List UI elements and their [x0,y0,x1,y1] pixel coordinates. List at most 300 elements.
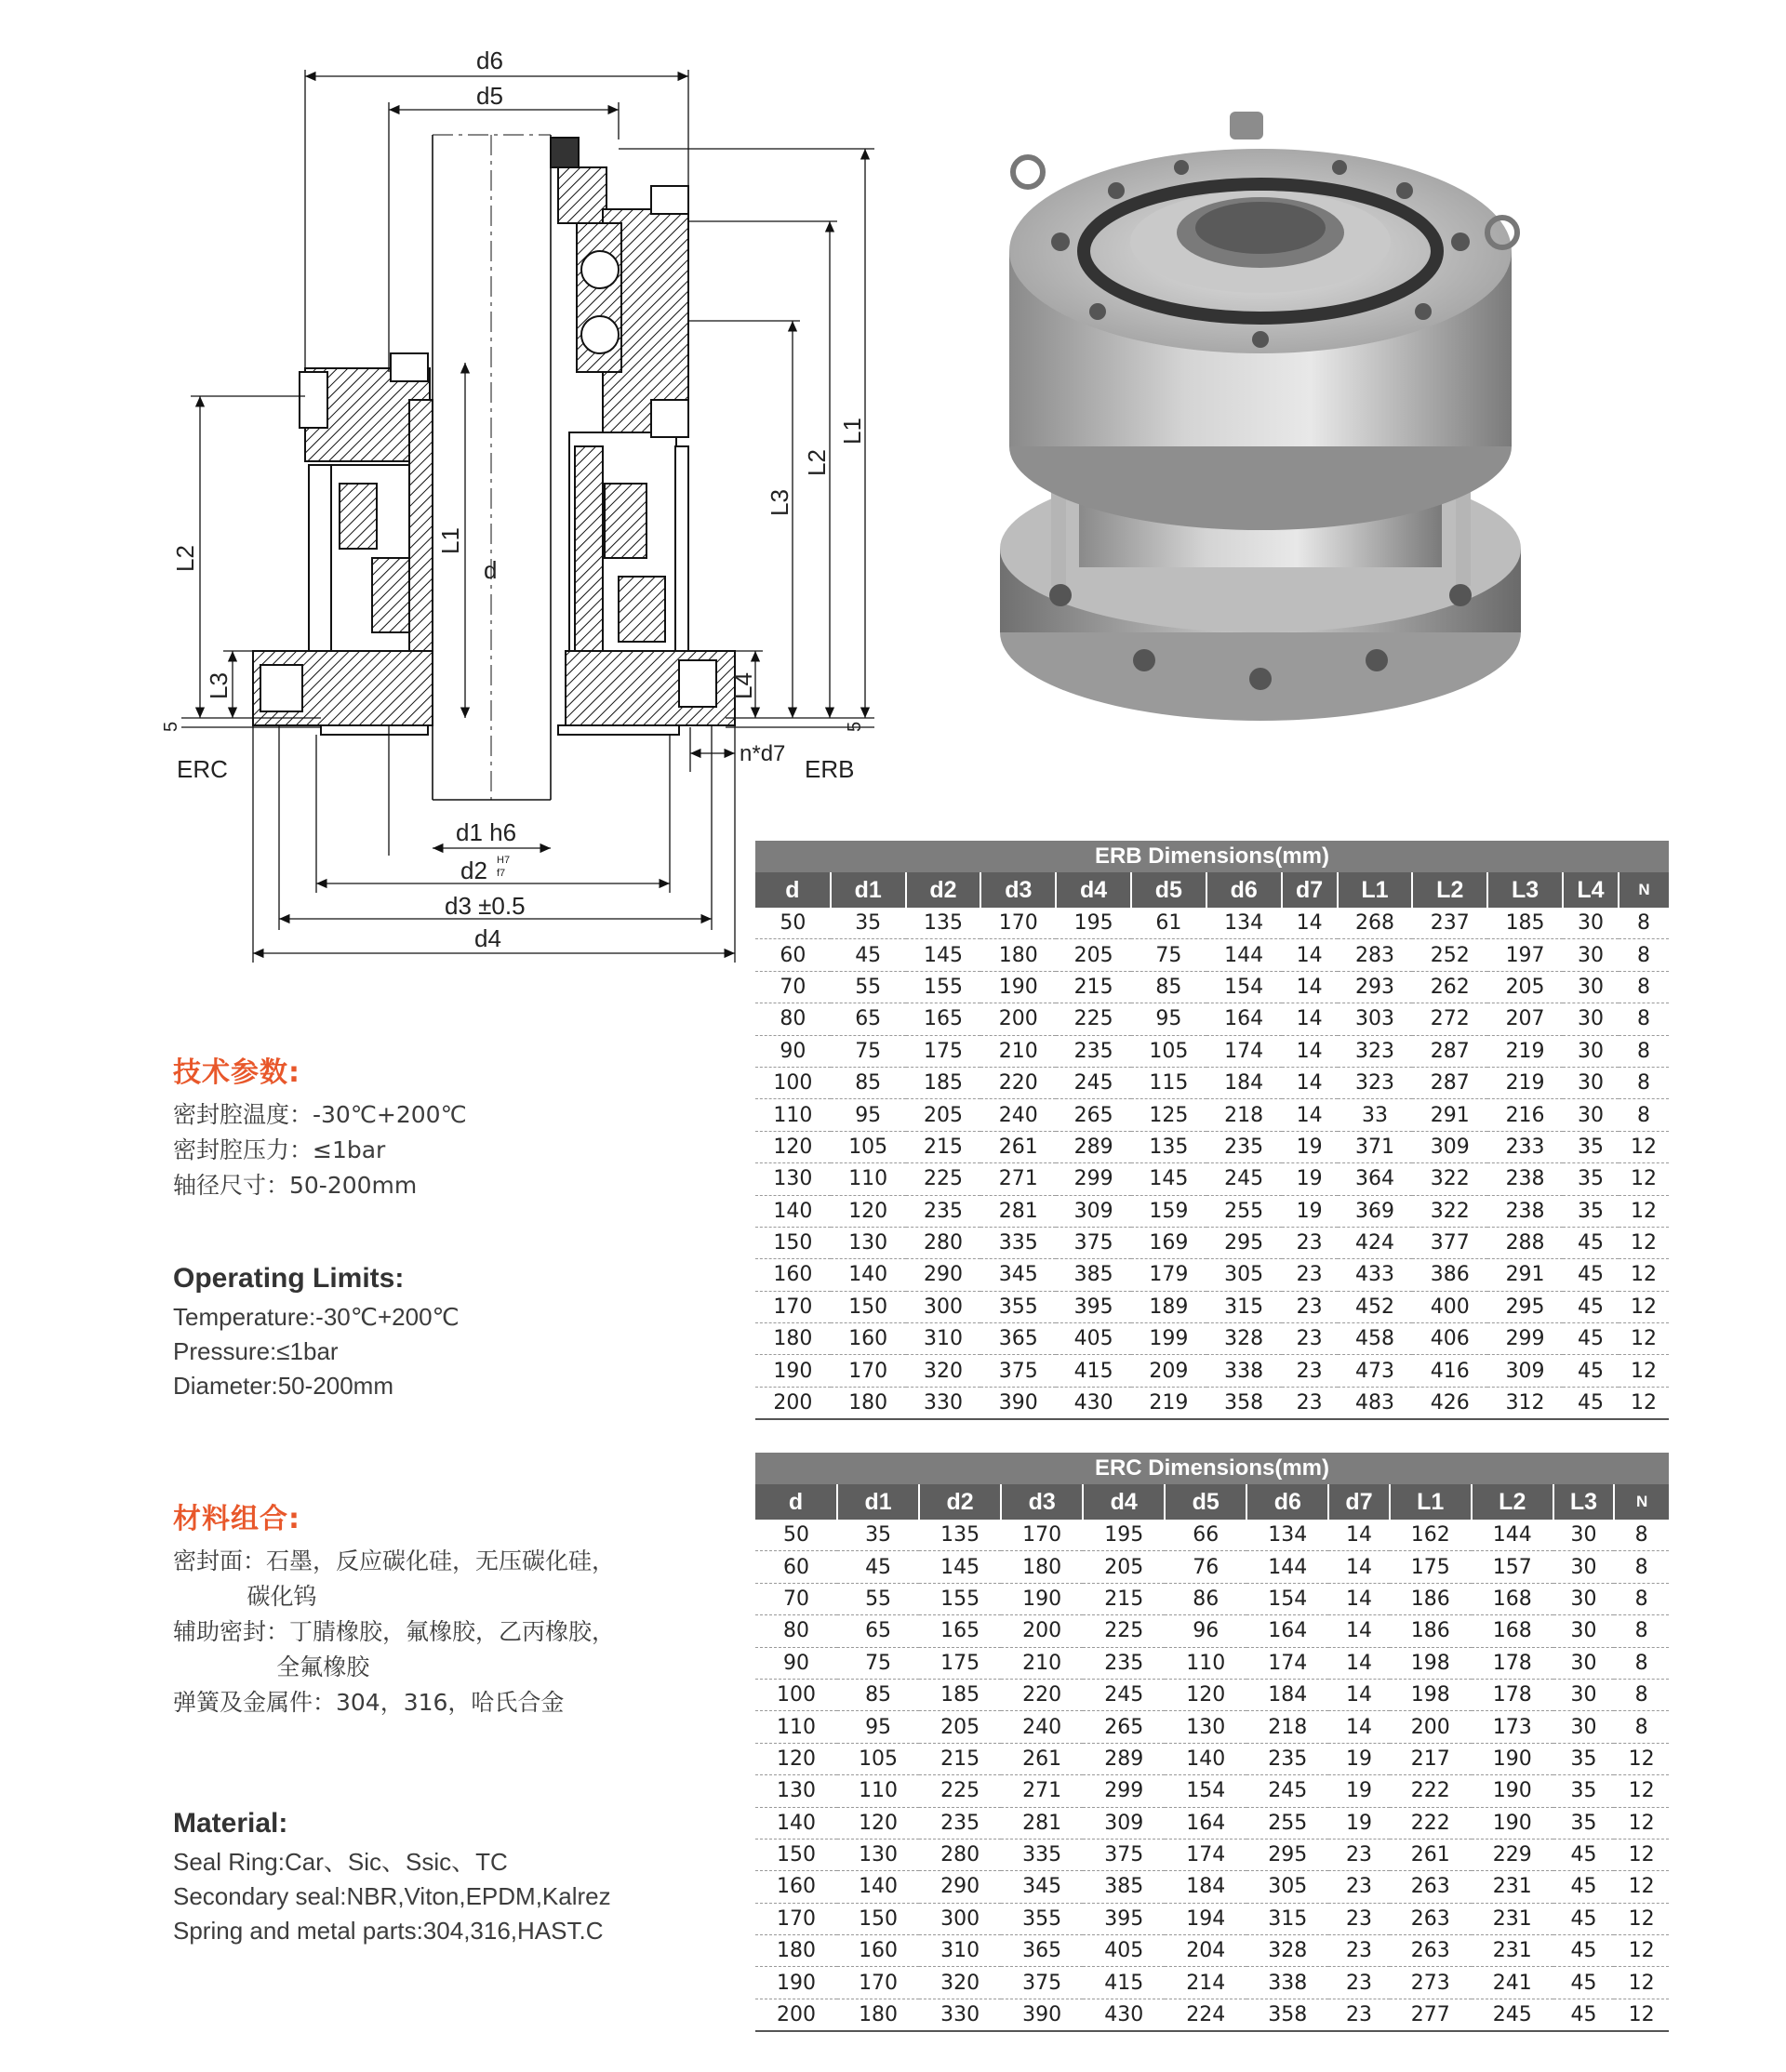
erb-dimensions-table [755,841,1669,1420]
erb-table-cell: 473 [1338,1355,1413,1387]
erb-table-cell: 45 [1563,1227,1619,1258]
erc-table-cell: 120 [1165,1679,1246,1710]
erb-table-cell: 189 [1131,1291,1206,1322]
erc-table-cell: 35 [1553,1775,1614,1807]
erb-table-cell: 70 [755,971,831,1003]
erb-table-cell: 271 [980,1163,1056,1195]
erb-table-cell: 60 [755,939,831,971]
erb-table-cell: 416 [1412,1355,1487,1387]
erc-table-cell: 300 [919,1903,1001,1934]
erb-table-cell: 105 [1131,1035,1206,1067]
erc-table-cell: 335 [1001,1839,1083,1870]
erc-table-cell: 8 [1614,1711,1669,1743]
erb-table-cell: 299 [1487,1323,1563,1355]
erc-table-row [755,1520,1669,1551]
erb-table-cell: 483 [1338,1387,1413,1419]
erb-table-row [755,1067,1669,1098]
erc-table-cell: 174 [1165,1839,1246,1870]
erc-table-cell: 130 [755,1775,837,1807]
erb-table-cell: 180 [980,939,1056,971]
erb-table-cell: 430 [1056,1387,1131,1419]
material-en-line: Spring and metal parts:304,316,HAST.C [173,1917,604,1945]
erc-table-title: ERC Dimensions(mm) [755,1453,1669,1484]
erc-table-cell: 14 [1328,1583,1389,1614]
erb-table-cell: 160 [831,1323,906,1355]
label-d2-fit-top: H7 [497,855,511,866]
erb-column-header: L3 [1487,872,1563,908]
erb-table-cell: 180 [831,1387,906,1419]
erb-table-cell: 371 [1338,1131,1413,1162]
material-cn-line: 密封面：石墨，反应碳化硅，无压碳化硅， [173,1547,616,1574]
erc-table-cell: 395 [1083,1903,1165,1934]
erc-table-cell: 345 [1001,1871,1083,1903]
erc-table-cell: 45 [1553,1839,1614,1870]
mechanical-seal-product-photo [986,112,1535,744]
erc-table-cell: 19 [1328,1743,1389,1774]
erb-table-row [755,1227,1669,1258]
label-l1-center: L1 [436,527,464,554]
erc-table-header-row [755,1484,1669,1520]
erc-table-cell: 273 [1390,1967,1472,1999]
erc-table-cell: 200 [755,1999,837,2031]
erc-table-cell: 90 [755,1647,837,1679]
erc-table-cell: 110 [755,1711,837,1743]
erc-table-cell: 145 [919,1551,1001,1583]
erb-table-cell: 75 [831,1035,906,1067]
erc-table-cell: 263 [1390,1935,1472,1967]
erb-table-cell: 185 [906,1067,981,1098]
erb-table-cell: 14 [1282,908,1338,939]
erc-table-cell: 150 [837,1903,919,1934]
label-d4: d4 [474,924,501,952]
erc-table-cell: 12 [1614,1967,1669,1999]
erc-table-cell: 160 [837,1935,919,1967]
erb-table-row [755,939,1669,971]
erc-table-cell: 110 [837,1775,919,1807]
erc-table-cell: 23 [1328,1839,1389,1870]
erb-column-header: d6 [1206,872,1282,908]
erc-table-cell: 154 [1246,1583,1328,1614]
erb-table-cell: 95 [1131,1003,1206,1035]
erc-table-cell: 245 [1246,1775,1328,1807]
erb-table-cell: 45 [1563,1259,1619,1291]
erb-table-cell: 12 [1619,1355,1669,1387]
erc-table-cell: 218 [1246,1711,1328,1743]
erc-table-cell: 225 [1083,1615,1165,1647]
erc-table-cell: 8 [1614,1583,1669,1614]
erc-table-cell: 309 [1083,1807,1165,1839]
erb-table-cell: 405 [1056,1323,1131,1355]
erc-table-cell: 310 [919,1935,1001,1967]
erc-table-cell: 263 [1390,1871,1472,1903]
erb-column-header: d5 [1131,872,1206,908]
erc-table-cell: 290 [919,1871,1001,1903]
erb-table-cell: 30 [1563,1003,1619,1035]
erc-table-cell: 229 [1472,1839,1553,1870]
erb-table-cell: 385 [1056,1259,1131,1291]
erb-table-row [755,1259,1669,1291]
erc-table-cell: 375 [1001,1967,1083,1999]
erb-table-cell: 369 [1338,1195,1413,1227]
erc-table-cell: 168 [1472,1583,1553,1614]
erb-table-cell: 235 [1056,1035,1131,1067]
erb-table-cell: 12 [1619,1323,1669,1355]
erc-table-cell: 30 [1553,1711,1614,1743]
erb-table-cell: 199 [1131,1323,1206,1355]
erc-table-cell: 320 [919,1967,1001,1999]
erb-table-cell: 295 [1487,1291,1563,1322]
erb-table-cell: 180 [755,1323,831,1355]
erb-table-row [755,908,1669,939]
erb-table-cell: 272 [1412,1003,1487,1035]
erb-table-cell: 8 [1619,939,1669,971]
erb-table-cell: 375 [980,1355,1056,1387]
erb-table-cell: 390 [980,1387,1056,1419]
erb-table-cell: 8 [1619,1003,1669,1035]
material-en-title: Material: [173,1808,288,1839]
erc-table-cell: 8 [1614,1520,1669,1551]
erb-table-cell: 12 [1619,1131,1669,1162]
erb-table-cell: 255 [1206,1195,1282,1227]
erb-table-cell: 305 [1206,1259,1282,1291]
operating-limits-line: Temperature:-30℃+200℃ [173,1303,460,1331]
operating-limits-line: Pressure:≤1bar [173,1337,339,1365]
erb-table-row [755,1387,1669,1419]
erb-table-cell: 240 [980,1099,1056,1131]
erc-table-cell: 19 [1328,1807,1389,1839]
erc-column-header: d1 [837,1484,919,1520]
material-cn-line: 碳化钨 [173,1583,317,1610]
erb-table-cell: 170 [980,908,1056,939]
erb-table-cell: 309 [1487,1355,1563,1387]
erc-table-cell: 12 [1614,1743,1669,1774]
erc-table-cell: 168 [1472,1615,1553,1647]
erb-table-cell: 233 [1487,1131,1563,1162]
erb-table-cell: 35 [1563,1163,1619,1195]
erc-table-cell: 205 [919,1711,1001,1743]
erb-table-cell: 30 [1563,939,1619,971]
erb-table-cell: 30 [1563,1099,1619,1131]
erc-table-cell: 215 [1083,1583,1165,1614]
erb-table-cell: 200 [980,1003,1056,1035]
erc-table-cell: 14 [1328,1551,1389,1583]
erc-table-cell: 220 [1001,1679,1083,1710]
erc-table-cell: 23 [1328,1871,1389,1903]
erb-table-cell: 215 [906,1131,981,1162]
erb-table-cell: 205 [1056,939,1131,971]
erc-table-cell: 231 [1472,1903,1553,1934]
erb-table-cell: 289 [1056,1131,1131,1162]
erb-table-cell: 14 [1282,1067,1338,1098]
erb-table-cell: 195 [1056,908,1131,939]
erb-table-cell: 312 [1487,1387,1563,1419]
erb-column-header: d4 [1056,872,1131,908]
erb-table-cell: 23 [1282,1355,1338,1387]
erb-table-cell: 303 [1338,1003,1413,1035]
erb-table-cell: 30 [1563,1067,1619,1098]
erc-table-cell: 222 [1390,1775,1472,1807]
erc-table-cell: 23 [1328,1999,1389,2031]
erc-table-cell: 195 [1083,1520,1165,1551]
erc-table-cell: 170 [837,1967,919,1999]
erc-table-cell: 60 [755,1551,837,1583]
erb-table-cell: 288 [1487,1227,1563,1258]
erc-table-cell: 35 [1553,1807,1614,1839]
label-five-right: 5 [845,721,865,732]
erc-table-cell: 180 [755,1935,837,1967]
erb-table-cell: 14 [1282,939,1338,971]
erb-table-cell: 219 [1487,1035,1563,1067]
erb-table-cell: 12 [1619,1387,1669,1419]
erc-table-cell: 30 [1553,1647,1614,1679]
erb-table-cell: 65 [831,1003,906,1035]
tech-params-cn-line: 密封腔温度：-30℃+200℃ [173,1101,467,1128]
erb-column-header: L4 [1563,872,1619,908]
erb-table-cell: 219 [1487,1067,1563,1098]
erb-table-cell: 323 [1338,1035,1413,1067]
erc-table-cell: 204 [1165,1935,1246,1967]
label-l3-right: L3 [766,489,793,516]
erb-table-cell: 245 [1206,1163,1282,1195]
erc-column-header: d4 [1083,1484,1165,1520]
erc-table-row [755,1743,1669,1774]
erc-table-cell: 180 [1001,1551,1083,1583]
erc-table-cell: 140 [1165,1743,1246,1774]
erb-table-cell: 291 [1412,1099,1487,1131]
erb-table-cell: 170 [755,1291,831,1322]
erc-table-cell: 231 [1472,1871,1553,1903]
erc-table-cell: 184 [1165,1871,1246,1903]
erc-column-header: d2 [919,1484,1001,1520]
erc-table-cell: 45 [1553,1903,1614,1934]
erb-table-row [755,1355,1669,1387]
erc-table-cell: 271 [1001,1775,1083,1807]
erc-table-cell: 14 [1328,1711,1389,1743]
label-d6: d6 [476,46,503,74]
erb-table-cell: 265 [1056,1099,1131,1131]
erb-table-cell: 197 [1487,939,1563,971]
erb-table-cell: 23 [1282,1227,1338,1258]
erb-table-cell: 310 [906,1323,981,1355]
erb-table-cell: 261 [980,1131,1056,1162]
erc-table-cell: 85 [837,1679,919,1710]
erb-table-cell: 218 [1206,1099,1282,1131]
erc-table-cell: 281 [1001,1807,1083,1839]
erb-table-cell: 154 [1206,971,1282,1003]
erc-table-cell: 164 [1165,1807,1246,1839]
erc-table-cell: 315 [1246,1903,1328,1934]
erb-table-cell: 184 [1206,1067,1282,1098]
erc-table-cell: 190 [755,1967,837,1999]
erc-table-cell: 190 [1472,1807,1553,1839]
erc-table-cell: 35 [1553,1743,1614,1774]
erc-table-cell: 217 [1390,1743,1472,1774]
erb-table-cell: 145 [1131,1163,1206,1195]
erc-table-cell: 245 [1472,1999,1553,2031]
erc-column-header: d6 [1246,1484,1328,1520]
erb-table-cell: 90 [755,1035,831,1067]
erc-table-cell: 235 [1246,1743,1328,1774]
erb-table-cell: 364 [1338,1163,1413,1195]
erc-table-cell: 35 [837,1520,919,1551]
erc-table-cell: 210 [1001,1647,1083,1679]
erc-table-cell: 358 [1246,1999,1328,2031]
erc-table-cell: 144 [1246,1551,1328,1583]
erb-table-cell: 190 [755,1355,831,1387]
erc-table-cell: 140 [837,1871,919,1903]
erb-table-cell: 8 [1619,1099,1669,1131]
erb-table-cell: 19 [1282,1163,1338,1195]
erb-table-cell: 140 [755,1195,831,1227]
label-d5: d5 [476,82,503,110]
erc-table-cell: 263 [1390,1903,1472,1934]
erb-table-cell: 80 [755,1003,831,1035]
erb-table-cell: 100 [755,1067,831,1098]
erc-table-cell: 12 [1614,1903,1669,1934]
erc-table-row [755,1871,1669,1903]
erb-table-cell: 330 [906,1387,981,1419]
erc-table-cell: 205 [1083,1551,1165,1583]
erc-table-cell: 12 [1614,1807,1669,1839]
erc-table-cell: 160 [755,1871,837,1903]
erb-table-cell: 160 [755,1259,831,1291]
erb-table-cell: 235 [1206,1131,1282,1162]
erb-table-cell: 14 [1282,1035,1338,1067]
erb-table-cell: 45 [1563,1355,1619,1387]
erb-table-cell: 290 [906,1259,981,1291]
erc-table-row [755,1935,1669,1967]
erb-table-cell: 165 [906,1003,981,1035]
erc-table-cell: 170 [755,1903,837,1934]
operating-limits-title: Operating Limits: [173,1263,405,1294]
erc-table-cell: 162 [1390,1520,1472,1551]
erc-table-cell: 215 [919,1743,1001,1774]
erb-table-cell: 179 [1131,1259,1206,1291]
operating-limits-section [173,1263,694,1403]
erb-table-cell: 377 [1412,1227,1487,1258]
erc-table-cell: 80 [755,1615,837,1647]
erb-table-cell: 291 [1487,1259,1563,1291]
label-d: d [484,556,498,584]
erc-table-cell: 50 [755,1520,837,1551]
erb-table-row [755,1163,1669,1195]
tech-params-cn-line: 密封腔压力：≤1bar [173,1136,386,1163]
erb-table-cell: 320 [906,1355,981,1387]
erb-table-cell: 287 [1412,1035,1487,1067]
erc-table-cell: 235 [919,1807,1001,1839]
erb-table-cell: 23 [1282,1323,1338,1355]
erc-table-cell: 430 [1083,1999,1165,2031]
tech-params-cn-title: 技术参数: [173,1056,300,1089]
erc-table-cell: 405 [1083,1935,1165,1967]
erc-table-row [755,1903,1669,1934]
erc-table-cell: 130 [837,1839,919,1870]
erb-table-row [755,1131,1669,1162]
erb-table-cell: 95 [831,1099,906,1131]
erb-table-cell: 150 [831,1291,906,1322]
erc-table-row [755,1775,1669,1807]
erb-table-cell: 323 [1338,1067,1413,1098]
erb-column-header: d [755,872,831,908]
erb-table-cell: 225 [1056,1003,1131,1035]
erc-table-cell: 23 [1328,1935,1389,1967]
erb-table-cell: 322 [1412,1195,1487,1227]
erc-table-cell: 120 [755,1743,837,1774]
erb-table-cell: 190 [980,971,1056,1003]
erc-table-cell: 14 [1328,1615,1389,1647]
erc-table-cell: 45 [1553,1999,1614,2031]
erb-table-cell: 205 [906,1099,981,1131]
erb-table-cell: 245 [1056,1067,1131,1098]
erc-table-cell: 180 [837,1999,919,2031]
erc-table-cell: 184 [1246,1679,1328,1710]
erc-table-cell: 305 [1246,1871,1328,1903]
label-five-left: 5 [161,721,181,732]
erc-table-cell: 23 [1328,1903,1389,1934]
erb-table-cell: 110 [831,1163,906,1195]
erc-table-cell: 277 [1390,1999,1472,2031]
erb-table-cell: 30 [1563,971,1619,1003]
erc-table-cell: 140 [755,1807,837,1839]
erb-table-cell: 14 [1282,971,1338,1003]
erb-table-cell: 23 [1282,1387,1338,1419]
erb-table-cell: 23 [1282,1291,1338,1322]
erc-table-cell: 225 [919,1775,1001,1807]
erb-column-header: d1 [831,872,906,908]
erb-table-cell: 235 [906,1195,981,1227]
erc-table-cell: 45 [1553,1935,1614,1967]
erc-table-cell: 240 [1001,1711,1083,1743]
erb-table-cell: 159 [1131,1195,1206,1227]
erc-table-cell: 231 [1472,1935,1553,1967]
label-erb: ERB [805,755,855,783]
operating-limits-line: Diameter:50-200mm [173,1372,393,1400]
erc-table-row [755,1839,1669,1870]
erb-table-cell: 424 [1338,1227,1413,1258]
erb-column-header: d7 [1282,872,1338,908]
erb-table-cell: 287 [1412,1067,1487,1098]
erb-table-cell: 33 [1338,1099,1413,1131]
erc-table-cell: 224 [1165,1999,1246,2031]
erb-table-cell: 322 [1412,1163,1487,1195]
erb-table-cell: 200 [755,1387,831,1419]
erb-table-cell: 238 [1487,1195,1563,1227]
erc-table-cell: 295 [1246,1839,1328,1870]
erb-table-cell: 299 [1056,1163,1131,1195]
erc-table-cell: 45 [1553,1967,1614,1999]
erb-table-cell: 135 [1131,1131,1206,1162]
erc-table-cell: 8 [1614,1647,1669,1679]
erb-table-cell: 12 [1619,1227,1669,1258]
erb-table-cell: 220 [980,1067,1056,1098]
erb-table-row [755,1099,1669,1131]
erb-table-cell: 262 [1412,971,1487,1003]
erc-table-cell: 200 [1001,1615,1083,1647]
erb-table-cell: 55 [831,971,906,1003]
erb-column-header: L2 [1412,872,1487,908]
erc-table-cell: 105 [837,1743,919,1774]
erc-table-cell: 214 [1165,1967,1246,1999]
erc-table-row [755,1711,1669,1743]
erc-table-cell: 175 [919,1647,1001,1679]
erc-table-cell: 8 [1614,1551,1669,1583]
erb-table-cell: 115 [1131,1067,1206,1098]
erc-table-cell: 198 [1390,1679,1472,1710]
erc-table-cell: 135 [919,1520,1001,1551]
erb-table-cell: 30 [1563,908,1619,939]
label-l2-right: L2 [803,449,831,476]
erb-table-cell: 280 [906,1227,981,1258]
